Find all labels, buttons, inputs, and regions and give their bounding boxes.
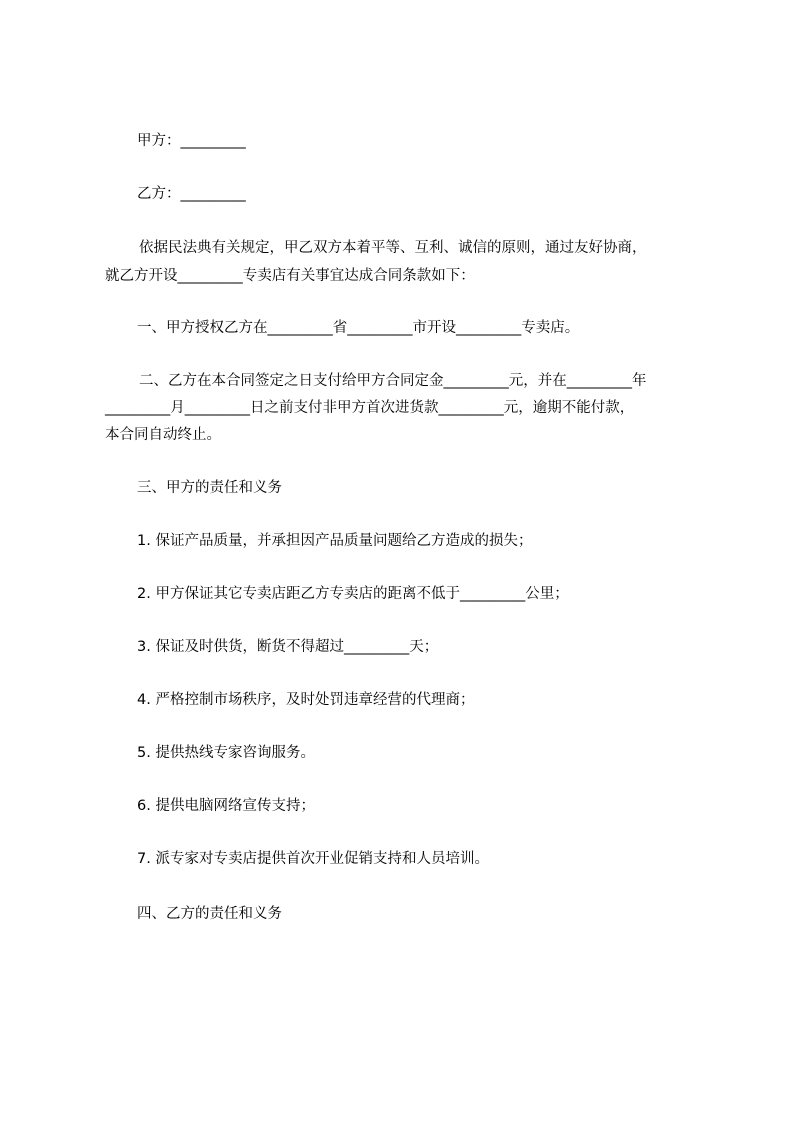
duty-item-2: 2. 甲方保证其它专卖店距乙方专卖店的距离不低于_________公里； bbox=[137, 586, 569, 602]
clause-1: 一、甲方授权乙方在_________省_________市开设_________专卖店。 bbox=[137, 320, 580, 336]
duty-item-6: 6. 提供电脑网络宣传支持； bbox=[137, 798, 315, 814]
party-b-line: 乙方：_________ bbox=[137, 186, 246, 202]
party-a-line: 甲方：_________ bbox=[137, 133, 246, 149]
duty-item-1: 1. 保证产品质量，并承担因产品质量问题给乙方造成的损失； bbox=[137, 533, 533, 549]
preamble-line-1: 依据民法典有关规定，甲乙双方本着平等、互利、诚信的原则，通过友好协商， bbox=[139, 240, 647, 256]
duty-item-3: 3. 保证及时供货，断货不得超过_________天； bbox=[137, 639, 439, 655]
clause-2-line-2: _________月_________日之前支付非甲方首次进货款_________元，逾期不能付款， bbox=[105, 400, 635, 416]
section-4-title: 四、乙方的责任和义务 bbox=[137, 906, 282, 922]
duty-item-4: 4. 严格控制市场秩序，及时处罚违章经营的代理商； bbox=[137, 692, 475, 708]
duty-item-5: 5. 提供热线专家咨询服务。 bbox=[137, 745, 315, 761]
duty-item-7: 7. 派专家对专卖店提供首次开业促销支持和人员培训。 bbox=[137, 851, 489, 867]
clause-2-line-3: 本合同自动终止。 bbox=[105, 427, 221, 443]
preamble-line-2: 就乙方开设_________专卖店有关事宜达成合同条款如下： bbox=[105, 268, 475, 284]
section-3-title: 三、甲方的责任和义务 bbox=[137, 480, 282, 496]
clause-2-line-1: 二、乙方在本合同签定之日支付给甲方合同定金_________元，并在_________年 bbox=[139, 373, 647, 389]
